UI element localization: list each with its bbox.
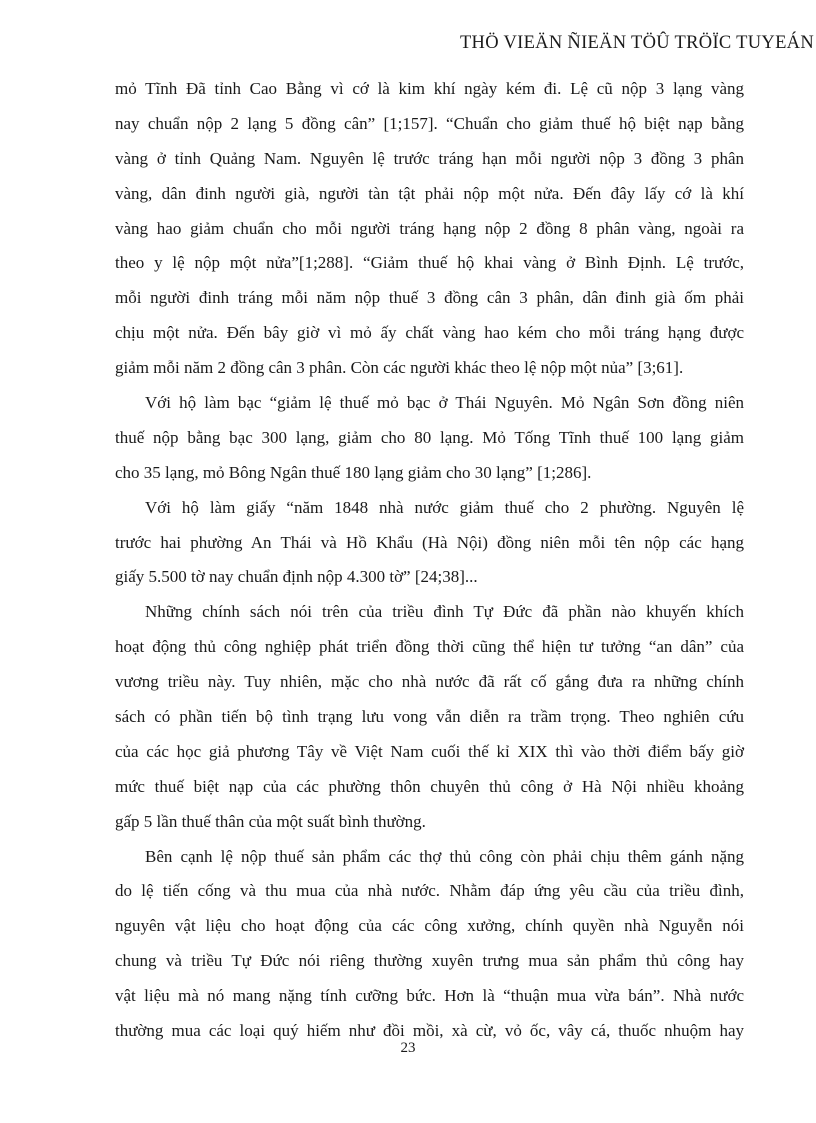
text-line: vàng ở tỉnh Quảng Nam. Nguyên lệ trước tráng hạn mỗi người nộp 3 đồng 3 phân <box>115 148 744 168</box>
text-line: Bên cạnh lệ nộp thuế sản phẩm các thợ thủ công còn phải chịu thêm gánh nặng <box>145 846 744 866</box>
text-line: mỗi người đinh tráng mỗi năm nộp thuế 3 đồng cân 3 phân, dân đinh già ốm phải <box>115 288 744 308</box>
text-line: sách có phần tiến bộ tình trạng lưu vong vẫn diễn ra trầm trọng. Theo nghiên cứu <box>115 707 744 727</box>
text-line: của các học giả phương Tây về Việt Nam cuối thế kỉ XIX thì vào thời điểm bấy giờ <box>115 741 744 761</box>
text-line: hoạt động thủ công nghiệp phát triển đồng thời cũng thể hiện tư tưởng “an dân” của <box>115 637 744 657</box>
text-line: vật liệu mà nó mang nặng tính cưỡng bức. Hơn là “thuận mua vừa bán”. Nhà nước <box>115 986 744 1006</box>
text-line: trước hai phường An Thái và Hồ Khẩu (Hà Nội) đồng niên mỗi tên nộp các hạng <box>115 532 744 552</box>
text-line: chịu một nửa. Đến bây giờ vì mỏ ấy chất vàng hao kém cho mỗi tráng hạng được <box>115 323 744 343</box>
text-line: nay chuẩn nộp 2 lạng 5 đồng cân” [1;157]. “Chuẩn cho giảm thuế hộ biệt nạp bằng <box>115 113 744 133</box>
text-line: nguyên vật liệu cho hoạt động của các công xưởng, chính quyền nhà Nguyễn nói <box>115 916 744 936</box>
text-line: mỏ Tĩnh Đã tỉnh Cao Bằng vì cớ là kim khí ngày kém đi. Lệ cũ nộp 3 lạng vàng <box>115 79 744 98</box>
text-line: vương triều này. Tuy nhiên, mặc cho nhà nước đã rất cố gắng đưa ra những chính <box>115 672 744 692</box>
text-line: do lệ tiến cống và thu mua của nhà nước. Nhằm đáp ứng yêu cầu của triều đình, <box>115 881 744 901</box>
text-line: giảm mỗi năm 2 đồng cân 3 phân. Còn các người khác theo lệ nộp một nủa” [3;61]. <box>115 358 684 378</box>
text-line: Với hộ làm giấy “năm 1848 nhà nước giảm thuế cho 2 phường. Nguyên lệ <box>145 497 744 517</box>
text-line: Với hộ làm bạc “giảm lệ thuế mỏ bạc ở Thái Nguyên. Mỏ Ngân Sơn đồng niên <box>145 393 744 413</box>
document-body <box>115 72 744 1049</box>
text-line: vàng, dân đinh người già, người tàn tật phải nộp một nửa. Đến đây lấy cớ là khí <box>115 183 744 203</box>
text-line: vàng hao giảm chuẩn cho mỗi người tráng hạng nộp 2 đồng 8 phân vàng, ngoài ra <box>115 218 744 238</box>
text-line: giấy 5.500 tờ nay chuẩn định nộp 4.300 tờ” [24;38]... <box>115 567 478 587</box>
text-line: cho 35 lạng, mỏ Bông Ngân thuế 180 lạng giảm cho 30 lạng” [1;286]. <box>115 462 592 482</box>
text-line: chung và triều Tự Đức nói riêng thường xuyên trưng mua sản phẩm thủ công hay <box>115 951 744 971</box>
page-number: 23 <box>400 1040 416 1056</box>
running-header: THÖ VIEÄN ÑIEÄN TÖÛ TRÖÏC TUYEÁN <box>459 33 814 53</box>
text-line: thuế nộp bằng bạc 300 lạng, giảm cho 80 lạng. Mỏ Tống Tĩnh thuế 100 lạng giảm <box>115 427 744 447</box>
text-line: theo y lệ nộp một nửa”[1;288]. “Giảm thuế hộ khai vàng ở Bình Định. Lệ trước, <box>115 253 744 273</box>
text-line: thường mua các loại quý hiếm như đồi mồi, xà cừ, vỏ ốc, vây cá, thuốc nhuộm hay <box>115 1021 744 1041</box>
text-line: mức thuế biệt nạp của các phường thôn chuyên thủ công ở Hà Nội nhiều khoảng <box>115 776 744 796</box>
text-line: Những chính sách nói trên của triều đình Tự Đức đã phần nào khuyến khích <box>145 602 744 622</box>
text-line: gấp 5 lần thuế thân của một suất bình thường. <box>115 811 426 831</box>
